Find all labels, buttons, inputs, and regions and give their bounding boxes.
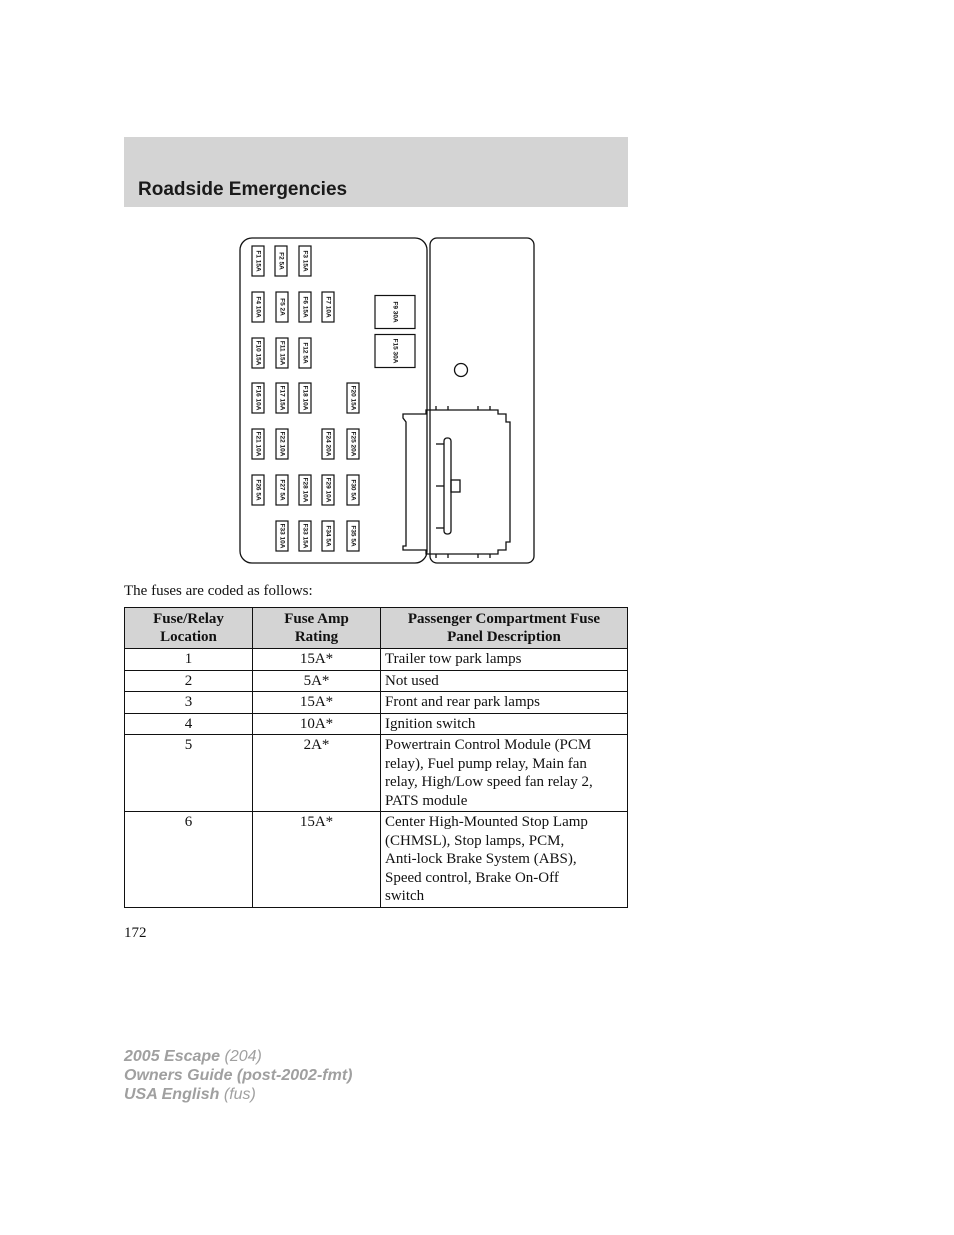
fuse-slot (322, 475, 334, 505)
fuse-slot (299, 383, 311, 413)
description-line: relay), Fuel pump relay, Main fan (385, 755, 587, 772)
description-line: Center High-Mounted Stop Lamp (385, 814, 588, 830)
fuse-label: F29 10A (324, 477, 332, 503)
fuse-label: F1 15A (254, 250, 262, 272)
cell-description (381, 670, 628, 692)
fuse-slot (299, 246, 311, 276)
fuse-label: F11 15A (278, 340, 286, 366)
cell-description (381, 735, 628, 812)
table-row (125, 649, 628, 671)
description-line: PATS module (385, 792, 468, 809)
cell-rating: 15A* (253, 812, 381, 908)
description-line: (CHMSL), Stop lamps, PCM, (385, 832, 565, 849)
cell-description (381, 649, 628, 671)
cell-location: 3 (125, 692, 253, 714)
footer-guide: Owners Guide (post-2002-fmt) (124, 1067, 353, 1084)
cell-rating: 10A* (253, 713, 381, 735)
fuse-label: F17 15A (278, 385, 286, 411)
fuse-slots (252, 246, 415, 551)
fuse-label: F20 15A (349, 385, 357, 411)
cell-description (381, 692, 628, 714)
header-line: Panel Description (447, 629, 561, 645)
cell-rating: 2A* (253, 735, 381, 812)
fuse-label: F30 5A (349, 479, 357, 501)
fuse-slot (375, 335, 415, 368)
description-line: Speed control, Brake On-Off (385, 869, 559, 886)
fuse-label: F21 10A (254, 431, 262, 457)
fuse-label: F9 30A (391, 301, 399, 323)
cell-rating: 5A* (253, 670, 381, 692)
cell-location: 2 (125, 670, 253, 692)
footer-language: USA English (124, 1086, 220, 1103)
cell-location: 5 (125, 735, 253, 812)
footer-model-code: (204) (224, 1048, 262, 1065)
description-line: switch (385, 888, 425, 904)
cell-description (381, 812, 628, 908)
fuse-label: F33 10A (278, 523, 286, 549)
table-row (125, 670, 628, 692)
fuse-slot (276, 475, 288, 505)
fuse-slot (276, 338, 288, 368)
fuse-panel-outline (240, 238, 427, 563)
fuse-slot (276, 383, 288, 413)
fuse-slot (252, 429, 264, 459)
column-header-location (125, 608, 253, 649)
fuse-slot (347, 521, 359, 551)
fuse-slot (276, 429, 288, 459)
section-title: Roadside Emergencies (138, 179, 348, 200)
fuse-label: F18 10A (301, 385, 309, 411)
fuse-panel-svg (238, 236, 538, 566)
fuse-label: F5 2A (278, 298, 286, 316)
fuse-slot (322, 292, 334, 322)
fuse-slot (322, 521, 334, 551)
header-line: Fuse/Relay (153, 611, 224, 627)
description-line: Powertrain Control Module (PCM (385, 737, 592, 753)
section-header-band (124, 137, 628, 207)
fuse-label: F16 10A (254, 385, 262, 411)
fuse-slot (252, 246, 264, 276)
fuse-label: F6 15A (301, 296, 309, 318)
fuse-slot (252, 383, 264, 413)
fuse-label: F24 20A (324, 431, 332, 457)
description-line: Front and rear park lamps (385, 694, 540, 710)
description-line: Not used (385, 672, 439, 689)
description-line: relay, High/Low speed fan relay 2, (385, 774, 593, 790)
mounting-hole (455, 364, 468, 377)
fuse-label: F34 5A (324, 525, 332, 547)
fuse-label: F12 5A (301, 342, 309, 364)
fuse-label: F2 5A (277, 252, 285, 270)
fuse-slot (347, 475, 359, 505)
intro-text: The fuses are coded as follows: (124, 583, 313, 599)
fuse-slot (276, 521, 288, 551)
fuse-label: F4 10A (254, 296, 262, 318)
fuse-slot (276, 292, 288, 322)
fuse-slot (299, 521, 311, 551)
table-row (125, 812, 628, 908)
connector-block (403, 406, 510, 558)
fuse-slot (252, 475, 264, 505)
cell-rating: 15A* (253, 692, 381, 714)
fuse-label: F10 15A (254, 340, 262, 366)
header-line: Passenger Compartment Fuse (407, 611, 601, 627)
header-line: Rating (294, 629, 339, 645)
fuse-label: F26 5A (254, 479, 262, 501)
fuse-slot (299, 475, 311, 505)
fuse-slot (252, 338, 264, 368)
fuse-slot (375, 296, 415, 329)
relay-panel-outline (430, 238, 534, 563)
cell-location: 4 (125, 713, 253, 735)
header-line: Fuse Amp (284, 611, 349, 627)
column-header-rating (253, 608, 381, 649)
description-line: Trailer tow park lamps (385, 651, 522, 667)
fuse-slot (347, 429, 359, 459)
cell-description (381, 713, 628, 735)
footer-line-language (124, 1085, 352, 1104)
description-line: Anti-lock Brake System (ABS), (385, 851, 577, 867)
footer-line-guide (124, 1066, 352, 1085)
cell-location: 1 (125, 649, 253, 671)
fuse-slot (347, 383, 359, 413)
cell-rating: 15A* (253, 649, 381, 671)
footer-language-code: (fus) (223, 1086, 256, 1103)
fuse-label: F22 10A (278, 431, 286, 457)
fuse-slot (299, 338, 311, 368)
cell-location: 6 (125, 812, 253, 908)
column-header-description (381, 608, 628, 649)
table-header-row (125, 608, 628, 649)
fuse-slot (299, 292, 311, 322)
page-number: 172 (124, 925, 147, 941)
table-row (125, 692, 628, 714)
fuse-label: F27 5A (278, 479, 286, 501)
footer-model: 2005 Escape (124, 1048, 221, 1065)
fuse-slot (322, 429, 334, 459)
table-row (125, 735, 628, 812)
fuse-label: F33 15A (301, 523, 309, 549)
document-footer (124, 1047, 352, 1104)
description-line: Ignition switch (385, 715, 476, 732)
fuse-label: F25 20A (349, 431, 357, 457)
header-line: Location (160, 629, 217, 645)
fuse-slot (252, 292, 264, 322)
footer-line-model (124, 1047, 352, 1066)
fuse-label: F15 30A (391, 338, 399, 364)
table-row (125, 713, 628, 735)
fuse-label: F7 10A (324, 296, 332, 318)
fuse-label: F35 5A (349, 525, 357, 547)
fuse-slot (275, 246, 287, 276)
fuse-table (124, 607, 628, 908)
fuse-label: F28 10A (301, 477, 309, 503)
fuse-panel-diagram (238, 236, 538, 566)
fuse-label: F3 15A (301, 250, 309, 272)
